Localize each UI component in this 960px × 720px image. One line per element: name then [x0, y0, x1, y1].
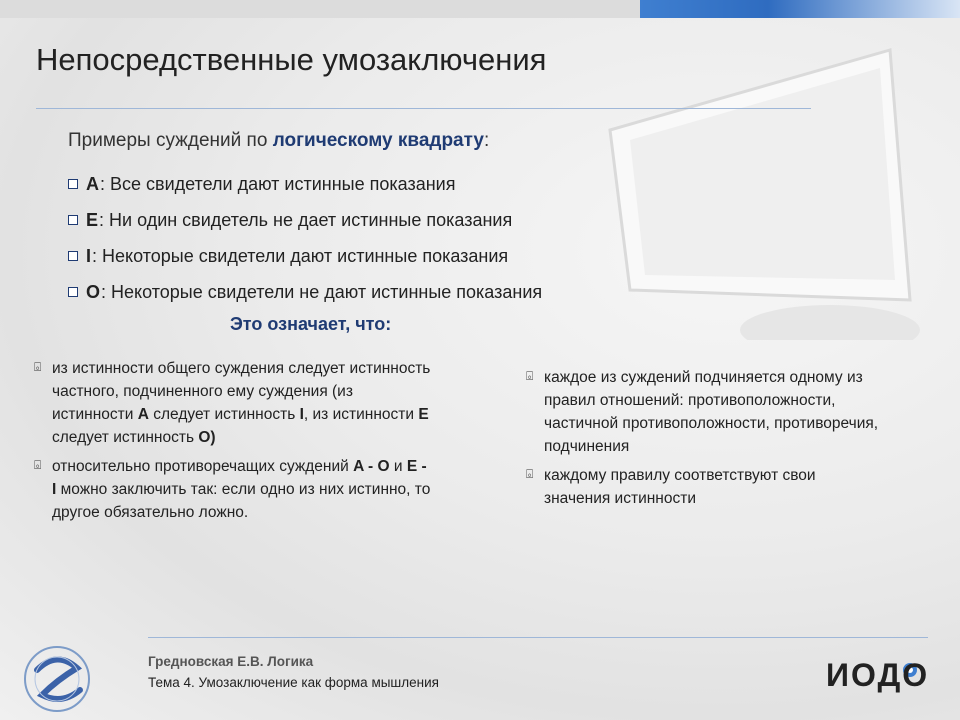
footer-topic: Тема 4. Умозаключение как форма мышления — [148, 675, 439, 690]
intro-suffix: : — [483, 130, 490, 151]
judgment-text: : Некоторые свидетели дают истинные показания — [92, 246, 509, 266]
text-run: и — [389, 458, 407, 475]
iodo-logo-text: ИОДО — [826, 657, 930, 693]
top-bar-accent — [640, 0, 960, 18]
list-item — [34, 357, 434, 449]
list-item — [68, 202, 542, 238]
internet-university-logo — [12, 640, 102, 718]
bullet-icon: ⌻ — [34, 360, 42, 374]
list-item — [34, 455, 434, 524]
intro-prefix: Примеры суждений по — [68, 130, 273, 151]
text-run: относительно противоречащих суждений — [52, 458, 354, 475]
list-item — [526, 366, 886, 458]
footer-author: Гредновская Е.В. Логика — [148, 654, 314, 669]
bold-run: A — [137, 406, 149, 423]
list-item — [68, 274, 542, 310]
top-bar-left — [0, 0, 640, 18]
text-run: следует истинность — [52, 429, 199, 446]
item-text: каждое из суждений подчиняется одному из правил отношений: противоположности, частичной противоположности, противоречия, подчинения — [544, 369, 879, 455]
checkbox-bullet-icon — [68, 287, 78, 297]
checkbox-bullet-icon — [68, 251, 78, 261]
conclusion-heading: Это означает, что: — [230, 314, 392, 334]
checkbox-bullet-icon — [68, 215, 78, 225]
judgment-letter: A — [86, 174, 99, 194]
item-text: каждому правилу соответствуют свои значения истинности — [544, 467, 816, 507]
text-run: , из истинности — [303, 406, 419, 423]
judgment-list — [68, 166, 542, 310]
right-column — [526, 366, 886, 516]
title-divider — [36, 108, 811, 109]
list-item — [68, 238, 542, 274]
footer-divider — [148, 637, 928, 638]
monitor-background-illustration — [590, 40, 920, 340]
bullet-icon: ⌻ — [526, 467, 534, 481]
intro-highlight: логическому квадрату — [272, 130, 484, 151]
item-text — [52, 455, 434, 524]
checkbox-bullet-icon — [68, 179, 78, 189]
judgment-text: : Некоторые свидетели не дают истинные показания — [101, 282, 543, 302]
page-title: Непосредственные умозаключения — [36, 42, 547, 77]
bold-run: O) — [198, 429, 216, 446]
item-text — [52, 357, 434, 449]
text-run: следует истинность — [148, 406, 300, 423]
bullet-icon: ⌻ — [526, 369, 534, 383]
judgment-letter: E — [86, 210, 99, 230]
bold-run: A - O — [353, 458, 390, 475]
text-run: из истинности общего суждения следует истинность частного, подчиненного ему суждения (из истинности — [52, 360, 431, 423]
intro-text — [68, 130, 489, 152]
judgment-text: : Ни один свидетель не дает истинные показания — [99, 210, 513, 230]
bold-run: I — [299, 406, 304, 423]
list-item — [526, 464, 886, 510]
judgment-letter: I — [86, 246, 92, 266]
bullet-icon: ⌻ — [34, 458, 42, 472]
bold-run: E — [418, 406, 429, 423]
text-run: можно заключить так: если одно из них истинно, то другое обязательно ложно. — [52, 481, 431, 521]
judgment-text: : Все свидетели дают истинные показания — [100, 174, 456, 194]
left-column — [34, 357, 434, 530]
judgment-letter: O — [86, 282, 101, 302]
list-item — [68, 166, 542, 202]
bold-run: E - I — [52, 458, 427, 498]
